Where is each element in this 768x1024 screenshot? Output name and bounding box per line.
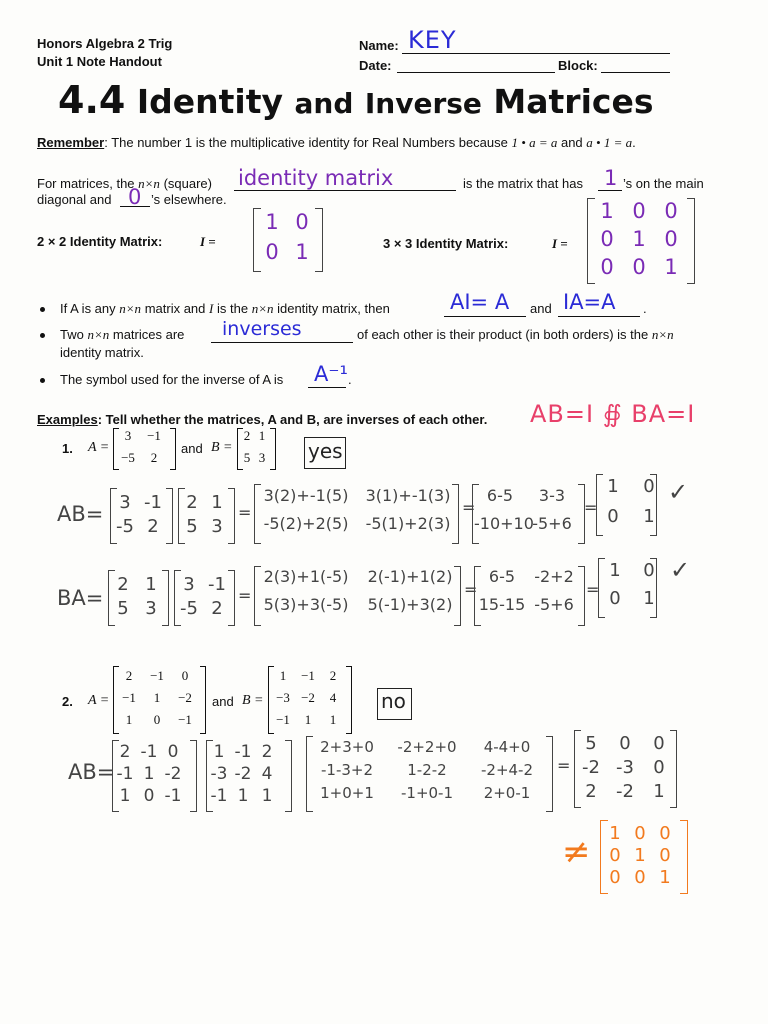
ex2abR-cell-1-0: -2	[582, 757, 600, 778]
ex1-and: and	[181, 441, 203, 456]
id3-cell-1-2: 0	[664, 227, 678, 251]
ex2A-cell-1-2: −2	[178, 690, 192, 705]
b1-end: .	[643, 301, 647, 316]
id3-cell-1-0: 0	[600, 227, 614, 251]
remember-text: : The number 1 is the multiplicative identity for Real Numbers because	[104, 135, 508, 150]
ex2-A-rb	[200, 666, 206, 734]
ex2abR-cell-2-1: -2	[616, 781, 634, 802]
ex2A-cell-2-1: 0	[153, 712, 161, 727]
ex2ab-B-rb	[285, 740, 292, 812]
ex1baA-cell-1-0: -5	[180, 598, 198, 619]
examples-heading	[37, 412, 487, 427]
ex2abA-cell-0-2: 0	[167, 742, 179, 762]
ex2A-cell-1-1: 1	[153, 690, 161, 705]
date-blank	[397, 72, 555, 73]
ex1-answer: yes	[308, 439, 343, 463]
ex2abA-cell-0-1: -1	[140, 742, 158, 762]
ex2B-cell-2-1: 1	[304, 712, 312, 727]
ex1abA-cell-1-1: 2	[147, 516, 159, 537]
b1-t1: If A is any	[60, 301, 116, 316]
ex2abW-cell-1-0: -1-3+2	[320, 761, 374, 779]
ex1ba-work-rb	[454, 566, 461, 626]
ex2-not-equal: ≠	[562, 832, 591, 872]
ex1abR-cell-1-1: 1	[643, 506, 655, 527]
ex1abW-cell-1-0: -5(2)+2(5)	[263, 514, 349, 533]
remember-line	[37, 135, 636, 151]
def-text-1: For matrices, the	[37, 176, 135, 191]
ex2B-cell-2-0: −1	[276, 712, 290, 727]
ex2abA-cell-2-2: -1	[164, 786, 182, 806]
ex1ab-eq1: =	[238, 503, 252, 522]
ex1-A-label: A =	[88, 440, 110, 455]
ex2abW-cell-0-2: 4-4+0	[483, 738, 531, 756]
def-text-4: ’s on the main	[623, 176, 704, 191]
identity-3x3-right-bracket	[687, 198, 695, 284]
ex2B-cell-0-0: 1	[279, 668, 287, 683]
ex2-A-label: A =	[88, 693, 110, 708]
ex1abB-cell-1-1: 3	[211, 516, 223, 537]
title-word-and: and	[294, 87, 354, 120]
block-label: Block:	[558, 58, 598, 73]
def-blank-1	[234, 190, 456, 191]
title-word-identity: Identity	[136, 82, 283, 121]
ex2abR-cell-0-2: 0	[653, 733, 665, 754]
ex2abR-cell-2-0: 2	[585, 781, 597, 802]
ex2abR-cell-0-1: 0	[619, 733, 631, 754]
remember-eq2: a • 1 = a	[586, 135, 633, 150]
ex2B-cell-0-1: −1	[301, 668, 315, 683]
bullet-2-text-b	[357, 327, 674, 343]
b2-t2: matrices are	[112, 327, 185, 342]
b1-blank-1	[444, 316, 526, 317]
ex1abW-cell-1-1: -5(1)+2(3)	[365, 514, 451, 533]
def-text-3: is the matrix that has	[463, 176, 583, 191]
ex1ab-eq2: =	[462, 498, 476, 517]
b3-t1: The symbol used for the inverse of A is	[60, 372, 284, 387]
ex1B-cell-0-1: 1	[258, 428, 266, 443]
ex1abA-cell-0-1: -1	[144, 492, 162, 513]
ex2neq-cell-0-2: 0	[659, 823, 671, 844]
ex2-B-label: B =	[242, 693, 264, 708]
ex1-B-label: B =	[211, 440, 233, 455]
title-word-matrices: Matrices	[493, 82, 654, 121]
b2-nxn: n×n	[87, 327, 110, 342]
ex2abW-cell-1-1: 1-2-2	[407, 761, 447, 779]
identity-3x3-I: I =	[552, 236, 568, 251]
name-value: KEY	[408, 26, 457, 54]
ex1abB-cell-0-0: 2	[186, 492, 198, 513]
ex2abB-cell-2-0: -1	[210, 786, 228, 806]
ex2abR-cell-0-0: 5	[585, 733, 597, 754]
title-word-inverse: Inverse	[364, 87, 482, 120]
ex2B-cell-2-2: 1	[329, 712, 337, 727]
ex1ab-eq3: =	[584, 498, 598, 517]
bullet-1-text	[60, 301, 390, 317]
ex2-ab-label: AB=	[68, 760, 115, 784]
remember-eq1: 1 • a = a	[511, 135, 558, 150]
name-label: Name:	[359, 38, 399, 53]
ex2B-cell-1-0: −3	[276, 690, 290, 705]
def-text-6: ’s elsewhere.	[151, 192, 227, 207]
b3-answer-A-inverse: A⁻¹	[314, 362, 348, 386]
ex2-and: and	[212, 694, 234, 709]
ex1baB-cell-0-1: 1	[145, 574, 157, 595]
remember-and: and	[560, 135, 583, 150]
ex1abW-cell-0-0: 3(2)+-1(5)	[263, 486, 349, 505]
ex1abA-cell-1-0: -5	[116, 516, 134, 537]
ex1abR-cell-1-0: 0	[607, 506, 619, 527]
bullet-2-text-a	[60, 327, 184, 343]
ex1baW-cell-1-0: 5(3)+3(-5)	[263, 595, 349, 614]
def-answer-one: 1	[604, 166, 618, 190]
ex1B-cell-1-0: 5	[243, 450, 251, 465]
ex2abB-cell-0-2: 2	[261, 742, 273, 762]
ex2-answer: no	[381, 689, 406, 713]
b1-answer-AI: AI= A	[450, 290, 510, 314]
b1-nxn: n×n	[119, 301, 142, 316]
ex2neq-cell-1-1: 1	[634, 845, 646, 866]
id2-cell-1-1: 1	[295, 240, 309, 264]
ex2B-cell-0-2: 2	[329, 668, 337, 683]
def-text-2: (square)	[163, 176, 212, 191]
b1-and: and	[530, 301, 552, 316]
b2-nxn2: n×n	[651, 327, 674, 342]
ex1baA-cell-0-1: -1	[208, 574, 226, 595]
ex2A-cell-1-0: −1	[122, 690, 136, 705]
ex1baR-cell-0-0: 1	[609, 560, 621, 581]
ex2abW-cell-0-0: 2+3+0	[320, 738, 374, 756]
ex1baS-cell-1-0: 15-15	[478, 595, 526, 614]
b1-answer-IA: IA=A	[563, 290, 616, 314]
b1-t4: identity matrix, then	[277, 301, 390, 316]
ex1-ab-label: AB=	[57, 502, 104, 526]
ex1ab-A-rb	[166, 488, 173, 544]
ex2abA-cell-1-0: -1	[116, 764, 134, 784]
ex2B-cell-1-2: 4	[329, 690, 337, 705]
ex2abW-cell-2-0: 1+0+1	[320, 784, 374, 802]
ex1-ba-label: BA=	[57, 586, 104, 610]
ex1baA-cell-1-1: 2	[211, 598, 223, 619]
id3-cell-2-2: 1	[664, 255, 678, 279]
ex2abB-cell-1-0: -3	[210, 764, 228, 784]
ex1abS-cell-0-0: 6-5	[486, 486, 514, 505]
ex1baS-cell-1-1: -5+6	[534, 595, 574, 614]
ex1ba-eq1: =	[238, 586, 252, 605]
id3-cell-2-1: 0	[632, 255, 646, 279]
ex1baR-cell-1-0: 0	[609, 588, 621, 609]
ex2neq-cell-0-0: 1	[609, 823, 621, 844]
ex1baW-cell-0-1: 2(-1)+1(2)	[367, 567, 453, 586]
ex1baS-cell-0-1: -2+2	[534, 567, 574, 586]
ex1ba-B-rb	[162, 570, 169, 626]
def-answer-identity-matrix: identity matrix	[238, 166, 394, 190]
id2-cell-0-0: 1	[265, 210, 279, 234]
ex1ab-B-rb	[228, 488, 235, 544]
ex2A-cell-0-0: 2	[125, 668, 133, 683]
ex1ab-res-rb	[650, 474, 657, 536]
ex1B-cell-1-1: 3	[258, 450, 266, 465]
ex1ab-check-icon: ✓	[668, 478, 689, 506]
b3-end: .	[348, 372, 352, 387]
ex1A-cell-0-0: 3	[124, 428, 132, 443]
ex2ab-res-rb	[670, 730, 677, 808]
ex2neq-cell-2-1: 0	[634, 867, 646, 888]
ex2A-cell-2-0: 1	[125, 712, 133, 727]
def-nxn: n×n	[138, 176, 160, 191]
b1-I: I	[209, 301, 214, 316]
remember-period: .	[632, 135, 636, 150]
title-number: 4.4	[58, 78, 126, 122]
ex2ab-eq: =	[557, 756, 571, 775]
date-label: Date:	[359, 58, 392, 73]
ex2abW-cell-0-1: -2+2+0	[397, 738, 457, 756]
ex2abB-cell-0-0: 1	[213, 742, 225, 762]
ex2abA-cell-2-0: 1	[119, 786, 131, 806]
ex2A-cell-0-1: −1	[150, 668, 164, 683]
ex1baR-cell-0-1: 0	[643, 560, 655, 581]
b1-nxn2: n×n	[251, 301, 274, 316]
ex2-neqI-rb	[680, 820, 688, 894]
ex2neq-cell-2-0: 0	[609, 867, 621, 888]
b2-answer-inverses: inverses	[222, 318, 302, 340]
ex2abB-cell-2-1: 1	[237, 786, 249, 806]
ex1A-cell-1-1: 2	[150, 450, 158, 465]
ex2abA-cell-0-0: 2	[119, 742, 131, 762]
ex2abA-cell-1-1: 1	[143, 764, 155, 784]
ex2A-cell-0-2: 0	[181, 668, 189, 683]
ex2ab-work-rb	[546, 736, 553, 812]
b3-blank	[308, 387, 346, 388]
ex1A-cell-1-0: −5	[121, 450, 135, 465]
ex1baR-cell-1-1: 1	[643, 588, 655, 609]
ex2B-cell-1-1: −2	[301, 690, 315, 705]
ex2neq-cell-1-2: 0	[659, 845, 671, 866]
id3-cell-0-2: 0	[664, 199, 678, 223]
b2-t3: of each other is their product (in both orders) is the	[357, 327, 649, 342]
ex1ba-check-icon: ✓	[670, 556, 691, 584]
id2-cell-0-1: 0	[295, 210, 309, 234]
ex1abR-cell-0-1: 0	[643, 476, 655, 497]
id3-cell-0-0: 1	[600, 199, 614, 223]
id3-cell-1-1: 1	[632, 227, 646, 251]
ex1baW-cell-0-0: 2(3)+1(-5)	[263, 567, 349, 586]
ex1abS-cell-1-0: -10+10	[474, 514, 534, 533]
b1-t3: is the	[216, 301, 249, 316]
ex2abB-cell-1-1: -2	[234, 764, 252, 784]
id2-cell-1-0: 0	[265, 240, 279, 264]
def-line-1-left	[37, 176, 212, 192]
def-text-5: diagonal and	[37, 192, 112, 207]
ex1baB-cell-1-1: 3	[145, 598, 157, 619]
id3-cell-0-1: 0	[632, 199, 646, 223]
ex1B-cell-0-0: 2	[243, 428, 251, 443]
b2-t4: identity matrix.	[60, 345, 144, 360]
ex2neq-cell-1-0: 0	[609, 845, 621, 866]
b1-t2: matrix and	[144, 301, 206, 316]
b1-blank-2	[558, 316, 640, 317]
bullet-dot-3	[40, 378, 45, 383]
identity-2x2-right-bracket	[315, 208, 323, 272]
unit-name: Unit 1 Note Handout	[37, 54, 162, 69]
ex2abW-cell-2-1: -1+0-1	[400, 784, 454, 802]
ex2neq-cell-2-2: 1	[659, 867, 671, 888]
page-title	[58, 78, 653, 122]
examples-text: : Tell whether the matrices, A and B, are inverses of each other.	[97, 412, 488, 427]
block-blank	[601, 72, 670, 73]
ex2neq-cell-0-1: 0	[634, 823, 646, 844]
bullet-dot-1	[40, 307, 45, 312]
identity-2x2-I: I =	[200, 234, 216, 249]
course-name: Honors Algebra 2 Trig	[37, 36, 173, 51]
ex1abW-cell-0-1: 3(1)+-1(3)	[365, 486, 451, 505]
ex1A-cell-0-1: −1	[147, 428, 161, 443]
ex2abR-cell-1-1: -3	[616, 757, 634, 778]
ex1baS-cell-0-0: 6-5	[488, 567, 516, 586]
identity-2x2-label: 2 × 2 Identity Matrix:	[37, 234, 163, 249]
ex2abR-cell-1-2: 0	[653, 757, 665, 778]
ex2-number: 2.	[62, 694, 73, 709]
bullet-dot-2	[40, 333, 45, 338]
ex1-A-rb	[170, 428, 176, 470]
examples-label: Examples	[37, 412, 98, 427]
ex1abS-cell-0-1: 3-3	[538, 486, 566, 505]
ex2abB-cell-1-2: 4	[261, 764, 273, 784]
b2-blank	[211, 342, 353, 343]
ex1abS-cell-1-1: -5+6	[532, 514, 572, 533]
ex2abB-cell-2-2: 1	[261, 786, 273, 806]
ex1ba-res-rb	[650, 558, 657, 618]
ex1abR-cell-0-0: 1	[607, 476, 619, 497]
id3-cell-2-0: 0	[600, 255, 614, 279]
b2-t1: Two	[60, 327, 84, 342]
ex1baW-cell-1-1: 5(-1)+3(2)	[367, 595, 453, 614]
ex1baB-cell-0-0: 2	[117, 574, 129, 595]
ex2abW-cell-1-2: -2+4-2	[480, 761, 534, 779]
ex2abW-cell-2-2: 2+0-1	[483, 784, 531, 802]
ex1ba-simp-rb	[578, 566, 585, 626]
ex1abA-cell-0-0: 3	[119, 492, 131, 513]
ex2-B-rb	[346, 666, 352, 734]
ex2abB-cell-0-1: -1	[234, 742, 252, 762]
ex1abB-cell-1-0: 5	[186, 516, 198, 537]
ex1ba-eq3: =	[586, 580, 600, 599]
ex1baB-cell-1-0: 5	[117, 598, 129, 619]
ex1ab-work-rb	[452, 484, 459, 544]
remember-label: Remember	[37, 135, 105, 150]
examples-note-red: AB=I ∯ BA=I	[530, 400, 696, 428]
ex1-B-rb	[270, 428, 276, 470]
def-answer-zero: 0	[128, 185, 142, 209]
ex1ba-A-rb	[228, 570, 235, 626]
ex1-number: 1.	[62, 441, 73, 456]
ex1baA-cell-0-0: 3	[183, 574, 195, 595]
ex2abR-cell-2-2: 1	[653, 781, 665, 802]
ex1ba-eq2: =	[464, 580, 478, 599]
ex2abA-cell-2-1: 0	[143, 786, 155, 806]
def-blank-2	[598, 190, 622, 191]
ex1abB-cell-0-1: 1	[211, 492, 223, 513]
ex2A-cell-2-2: −1	[178, 712, 192, 727]
identity-3x3-label: 3 × 3 Identity Matrix:	[383, 236, 509, 251]
ex2abA-cell-1-2: -2	[164, 764, 182, 784]
ex2ab-A-rb	[190, 740, 197, 812]
